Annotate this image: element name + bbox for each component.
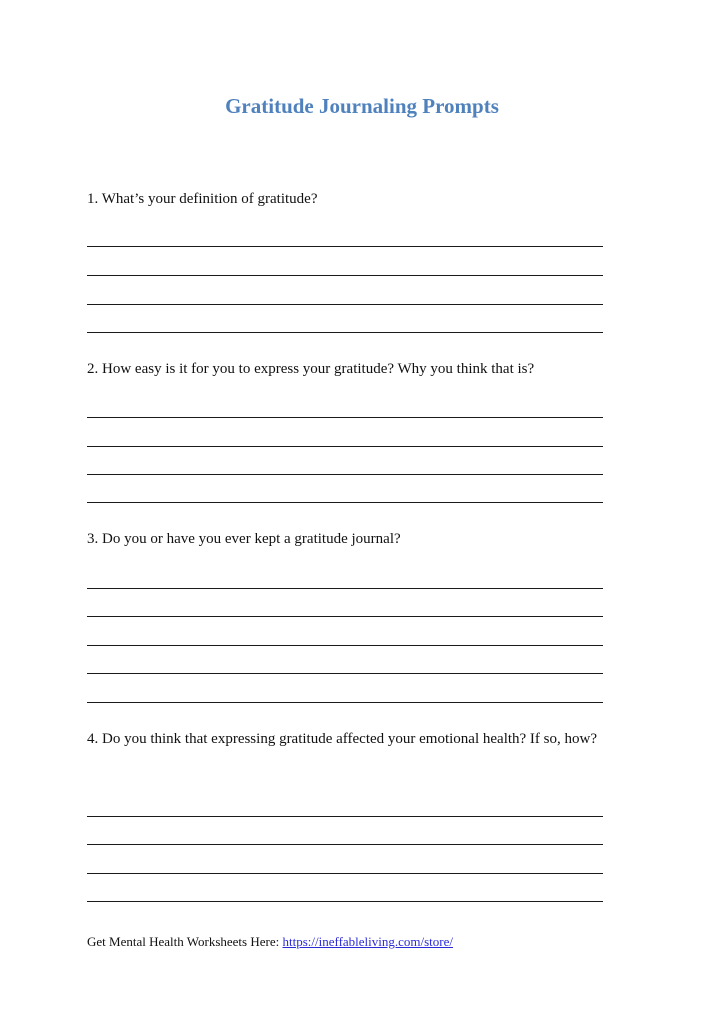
answer-line[interactable] xyxy=(87,645,603,646)
answer-line[interactable] xyxy=(87,275,603,276)
answer-line[interactable] xyxy=(87,901,603,902)
footer xyxy=(87,932,453,952)
answer-line[interactable] xyxy=(87,332,603,333)
question-4: 4. Do you think that expressing gratitude affected your emotional health? If so, how? xyxy=(87,731,597,747)
answer-line[interactable] xyxy=(87,446,603,447)
question-1: 1. What’s your definition of gratitude? xyxy=(87,191,318,207)
page-title: Gratitude Journaling Prompts xyxy=(225,94,499,118)
answer-line[interactable] xyxy=(87,844,603,845)
question-2: 2. How easy is it for you to express your gratitude? Why you think that is? xyxy=(87,361,535,377)
answer-line[interactable] xyxy=(87,588,603,589)
answer-line[interactable] xyxy=(87,304,603,305)
question-3: 3. Do you or have you ever kept a gratitude journal? xyxy=(87,531,401,547)
answer-line[interactable] xyxy=(87,816,603,817)
answer-line[interactable] xyxy=(87,246,603,247)
answer-line[interactable] xyxy=(87,616,603,617)
answer-line[interactable] xyxy=(87,673,603,674)
answer-line[interactable] xyxy=(87,702,603,703)
answer-line[interactable] xyxy=(87,873,603,874)
answer-line[interactable] xyxy=(87,502,603,503)
answer-line[interactable] xyxy=(87,417,603,418)
footer-label: Get Mental Health Worksheets Here: xyxy=(87,934,283,949)
store-link[interactable]: https://ineffableliving.com/store/ xyxy=(282,934,454,949)
answer-line[interactable] xyxy=(87,474,603,475)
